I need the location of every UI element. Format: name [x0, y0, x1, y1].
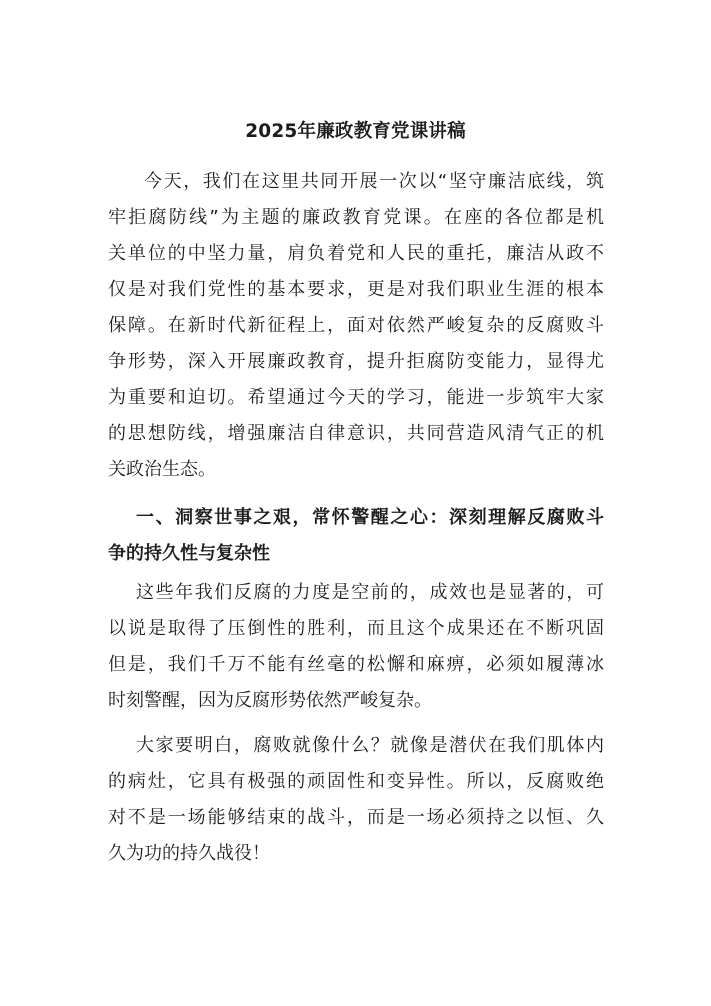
paragraph-line: 的思想防线，增强廉洁自律意识，共同营造风清气正的机 [108, 423, 604, 444]
paragraph-line: 关政治生态。 [108, 459, 216, 480]
paragraph-line: 关单位的中坚力量，肩负着党和人民的重托，廉洁从政不 [108, 243, 604, 264]
paragraph-line: 牢拒腐防线”为主题的廉政教育党课。在座的各位都是机 [108, 207, 604, 228]
paragraph-line: 但是，我们千万不能有丝毫的松懈和麻痹，必须如履薄冰 [108, 654, 604, 675]
paragraph-line: 的病灶，它具有极强的顽固性和变异性。所以，反腐败绝 [108, 771, 604, 792]
paragraph-line: 这些年我们反腐的力度是空前的，成效也是显著的，可 [136, 582, 604, 603]
paragraph-line: 时刻警醒，因为反腐形势依然严峻复杂。 [108, 690, 432, 711]
paragraph-line: 以说是取得了压倒性的胜利，而且这个成果还在不断巩固 [108, 618, 604, 639]
paragraph-line: 久为功的持久战役！ [108, 843, 270, 864]
paragraph-line: 大家要明白，腐败就像什么？就像是潜伏在我们肌体内 [136, 735, 604, 756]
heading-line: 一、洞察世事之艰，常怀警醒之心：深刻理解反腐败斗 [136, 507, 604, 528]
paragraph-line: 仅是对我们党性的基本要求，更是对我们职业生涯的根本 [108, 279, 604, 300]
paragraph-line: 争形势，深入开展廉政教育，提升拒腐防变能力，显得尤 [108, 351, 604, 372]
document-title: 2025年廉政教育党课讲稿 [245, 121, 466, 142]
paragraph-line: 今天，我们在这里共同开展一次以“坚守廉洁底线，筑 [144, 171, 604, 192]
paragraph-line: 为重要和迫切。希望通过今天的学习，能进一步筑牢大家 [108, 387, 604, 408]
paragraph-line: 对不是一场能够结束的战斗，而是一场必须持之以恒、久 [108, 807, 604, 828]
paragraph-line: 保障。在新时代新征程上，面对依然严峻复杂的反腐败斗 [108, 315, 604, 336]
heading-line: 争的持久性与复杂性 [108, 543, 270, 564]
